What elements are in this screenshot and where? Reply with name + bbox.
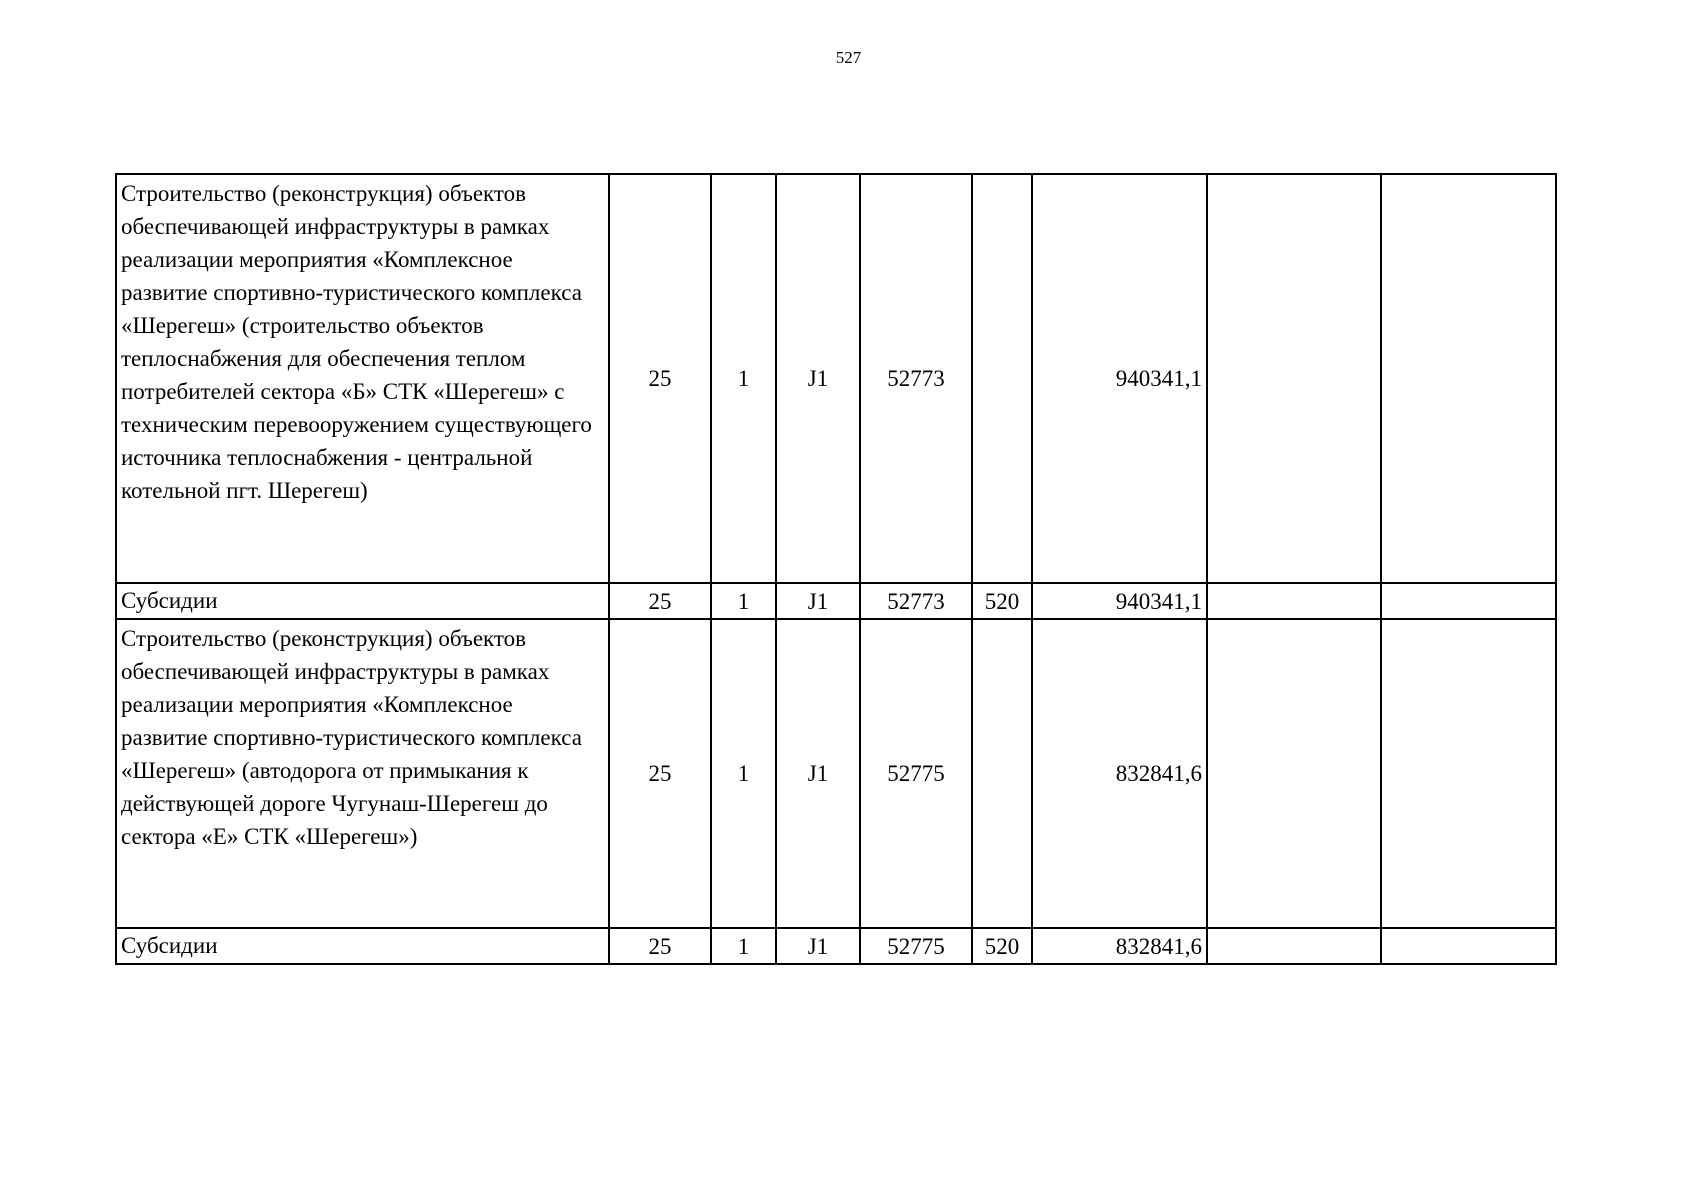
- cell-section: 25: [609, 928, 711, 964]
- cell-direction: 52775: [860, 619, 972, 928]
- cell-amount-3: [1381, 619, 1556, 928]
- cell-program: J1: [776, 583, 860, 619]
- row-name: Субсидии: [116, 583, 609, 619]
- budget-table: [115, 173, 1557, 965]
- cell-subsection: 1: [711, 619, 776, 928]
- cell-amount-3: [1381, 928, 1556, 964]
- cell-expense-type: 520: [972, 928, 1032, 964]
- cell-direction: 52775: [860, 928, 972, 964]
- cell-section: 25: [609, 619, 711, 928]
- table-row: [116, 928, 1556, 964]
- cell-program: J1: [776, 174, 860, 583]
- cell-subsection: 1: [711, 928, 776, 964]
- cell-direction: 52773: [860, 583, 972, 619]
- table-row: [116, 174, 1556, 583]
- cell-amount-3: [1381, 583, 1556, 619]
- cell-subsection: 1: [711, 583, 776, 619]
- cell-amount-2: [1207, 583, 1381, 619]
- cell-amount-3: [1381, 174, 1556, 583]
- cell-expense-type: [972, 619, 1032, 928]
- cell-amount: 832841,6: [1032, 619, 1207, 928]
- cell-direction: 52773: [860, 174, 972, 583]
- page-number: 527: [835, 48, 862, 67]
- table-row: [116, 583, 1556, 619]
- row-name: Строительство (реконструкция) объектов обеспечивающей инфраструктуры в рамках реализации мероприятия «Комплексное развитие спортивно-туристического комплекса «Шерегеш» (строительство объектов теплоснабжения для обеспечения теплом потребителей сектора «Б» СТК «Шерегеш» с техническим перевооружением существующего источника теплоснабжения - центральной котельной пгт. Шерегеш): [116, 174, 609, 583]
- cell-amount-2: [1207, 174, 1381, 583]
- cell-amount: 832841,6: [1032, 928, 1207, 964]
- cell-expense-type: [972, 174, 1032, 583]
- cell-subsection: 1: [711, 174, 776, 583]
- cell-amount-2: [1207, 619, 1381, 928]
- row-name: Строительство (реконструкция) объектов обеспечивающей инфраструктуры в рамках реализации мероприятия «Комплексное развитие спортивно-туристического комплекса «Шерегеш» (автодорога от примыкания к действующей дороге Чугунаш-Шерегеш до сектора «Е» СТК «Шерегеш»): [116, 619, 609, 928]
- cell-expense-type: 520: [972, 583, 1032, 619]
- table-row: [116, 619, 1556, 928]
- cell-section: 25: [609, 174, 711, 583]
- row-name: Субсидии: [116, 928, 609, 964]
- cell-amount: 940341,1: [1032, 583, 1207, 619]
- cell-program: J1: [776, 619, 860, 928]
- cell-section: 25: [609, 583, 711, 619]
- cell-program: J1: [776, 928, 860, 964]
- cell-amount: 940341,1: [1032, 174, 1207, 583]
- cell-amount-2: [1207, 928, 1381, 964]
